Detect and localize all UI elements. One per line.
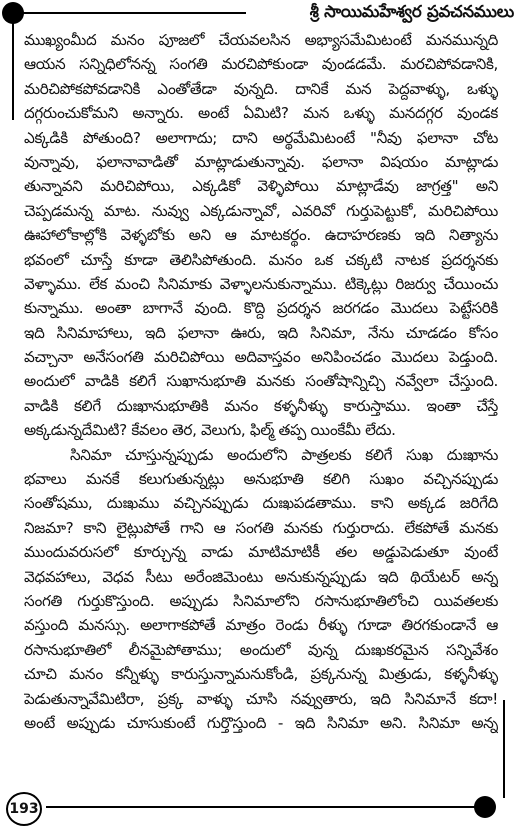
text-line: భవంలో చూస్తే కూడా తెలిసిపోతుంది. మనం ఒక చక్కటి నాటక ప్రదర్శనకు [24,250,498,269]
paragraph-2 [24,443,498,736]
text-line: ముందువరుసలో కూర్చున్న వాడు మాటిమాటికీ తల అడ్డుపెడుతూ వుంటే [24,543,498,562]
corner-ornament-bottom-right [474,796,496,818]
text-line: ఊహాలోకాల్లోకి వెళ్ళబోకు అని ఆ మాటకర్థం. ఉదాహరణకు ఇది నిత్యాను [24,226,498,245]
text-line: ఇది సినిమాహాలు, ఇది ఫలానా ఊరు, ఇది సినిమా, నేను చూడడం కోసం [24,323,498,342]
text-line: వున్నావు, ఫలానావాడితో మాట్లాడుతున్నావు. ఫలానా విషయం మాట్లాడు [24,152,498,171]
text-line: వస్తుంది మనస్సు. అలాగాకపోతే మాత్రం రెండు రీళ్ళు గూడా తిరగకుండానే ఆ [24,616,498,635]
text-line: ఆయన సన్నిధిలోనన్న సంగతి మరచిపోకుండా వుండడమే. మరచిపోవడానికి, [24,55,498,74]
text-line: వాడికి కలిగే దుఃఖానుభూతికి మనం కళ్ళనీళ్ళు కారుస్తాము. ఇంతా చేస్తే [24,396,498,415]
page-number: 193 [6,792,42,826]
text-line: అంటే అప్పుడు చూసుకుంటే గుర్తొస్తుంది - ఇది సినిమా అని. సినిమా అన్న [24,713,498,732]
text-line: వెధవహాలు, వెధవ సీటు అరేంజిమెంటు అనుకున్నప్పుడు ఇది థియేటర్ అన్న [24,567,498,586]
text-line: దగ్గరుంచుకోమని అన్నారు. అంటే ఏమిటి? మన ఒళ్ళు మనదగ్గర వుండక [24,104,498,123]
text-line: ఎక్కడికి పోతుంది? అలాగాదు; దాని అర్థమేమిటంటే "నీవు ఫలానా చోట [24,128,498,147]
running-header-title: శ్రీ సాయిమహేశ్వర ప్రవచనములు [309,2,514,21]
paragraph-1 [24,28,498,443]
text-line: రసానుభూతిలో లీనమైపోతాము; అందులో వున్న దుఃఖకరమైన సన్నివేశం [24,640,498,659]
text-line: పెడుతున్నావేమిటిరా, ప్రక్క వాళ్ళు చూసి నవ్వుతారు, ఇది సినిమానే కదా! [24,689,498,708]
text-line: అక్కడున్నదేమిటి? కేవలం తెర, వెలుగు, ఫిల్మ్ తప్ప యింకేమీ లేదు. [24,421,396,440]
left-border-rule [12,22,14,120]
text-line: అందులో వాడికి కలిగే సుఖానుభూతి మనకు సంతోషాన్నిచ్చి నవ్వేలా చేస్తుంది. [24,372,498,391]
text-line: సంతోషము, దుఃఖము వచ్చినప్పుడు దుఃఖపడతాము. కాని అక్కడ జరిగేది [24,494,498,513]
text-line: తున్నావని మరిచిపోయి, ఎక్కడికో వెళ్ళిపోయి మాట్లాడేవు జాగ్రత్త" అని [24,177,498,196]
text-line: ముఖ్యంమీద మనం పూజలో చేయవలసిన అభ్యాసమేమిటంటే మనమున్నది [24,31,498,49]
text-line: వెళ్ళాము. లేక మంచి సినిమాకు వెళ్ళాలనుకున్నాము. టిక్కెట్లు రిజర్వు చేయించు [24,274,498,293]
body-text [24,28,498,735]
right-border-rule [503,700,505,798]
text-line: చెప్పడమన్న మాట. నువ్వు ఎక్కడున్నావో, ఎవరివో గుర్తుపెట్టుకో, మరిచిపోయి [24,201,498,220]
text-line: మరిచిపోకపోవడానికి ఎంతోతేడా వున్నది. దానికే మన పెద్దవాళ్ళు, ఒళ్ళు [24,79,498,98]
text-line: భవాలు మనకే కలుగుతున్నట్లు అనుభూతి కలిగి సుఖం వచ్చినప్పుడు [24,470,498,489]
text-line: చూచి మనం కన్నీళ్ళు కారుస్తున్నామనుకోండి, ప్రక్కనున్న మిత్రుడు, కళ్ళనీళ్ళు [24,665,498,684]
text-line: సినిమా చూస్తున్నప్పుడు అందులోని పాత్రలకు కలిగే సుఖ దుఃఖాను [70,445,498,464]
footer-rule [46,806,476,808]
text-line: వచ్చానా అనేసంగతి మరిచిపోయి అదివాస్తవం అనిపించడం మొదలు పెడ్తుంది. [24,348,498,367]
text-line: నిజమా? కాని లైట్లుపోతే గాని ఆ సంగతి మనకు గుర్తురాదు. లేకపోతే మనకు [24,518,498,537]
header-rule [16,12,246,14]
text-line: కున్నాము. అంతా బాగానే వుంది. కొద్ది ప్రదర్శన జరగడం మొదలు పెట్టేసరికి [24,299,498,318]
text-line: సంగతి గుర్తుకొస్తుంది. అప్పుడు సినిమాలోని రసానుభూతిలోంచి యివతలకు [24,591,498,610]
